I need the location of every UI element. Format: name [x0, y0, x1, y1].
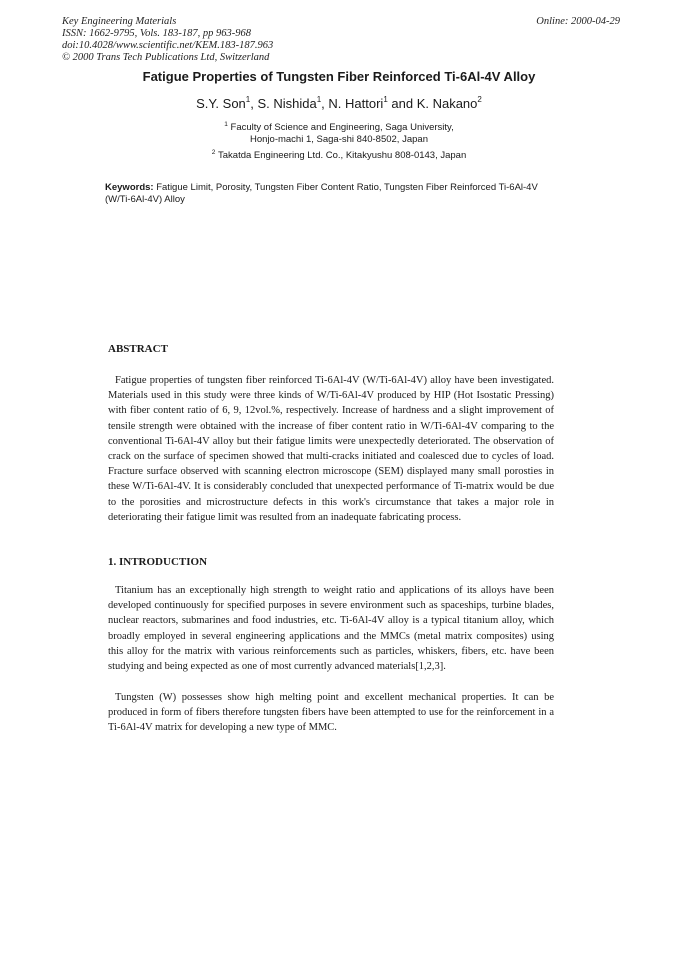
keywords-label: Keywords:	[105, 182, 154, 193]
abstract-heading: ABSTRACT	[108, 343, 168, 355]
author-affiliation-mark: 1	[316, 95, 322, 104]
paper-title: Fatigue Properties of Tungsten Fiber Reinforced Ti-6Al-4V Alloy	[142, 69, 536, 84]
author-separator: ,	[250, 96, 258, 111]
author-affiliation-mark: 1	[245, 95, 251, 104]
introduction-heading: 1. INTRODUCTION	[108, 556, 208, 568]
affiliation-2	[0, 150, 678, 162]
author-name: K. Nakano	[416, 96, 478, 111]
journal-header	[62, 16, 273, 64]
abstract-text: Fatigue properties of tungsten fiber reinforced Ti-6Al-4V (W/Ti-6Al-4V) alloy have been investigated. Materials used in this study were three kinds of W/Ti-6Al-4V produced by HIP (Hot Isostatic Pressing) with fiber content ratio of 6, 9, 12vol.%, respectively. Increase of hardness and a slight improvement of tensile strength were obtained with the increase of fiber content ratio in W/Ti-6Al-4V comparing to the conventional Ti-6Al-4V alloy but their fatigue limits were unexpectedly deteriorated. The observation of crack on the surface of specimen showed that multi-cracks initiated and coalesced due to cycles of load. Fracture surface observed with scanning electron microscope (SEM) displayed many small porosties in these W/Ti-6Al-4V. It is considerably concluded that unexpected performance of Ti-matrix would be due to the porosities and microstructure defects in this work's circumstance that takes a major role in deteriorating their fatigue limit was resulted from an inadequate fabricating process.	[108, 375, 554, 523]
author-separator: and	[387, 96, 417, 111]
journal-name: Key Engineering Materials	[62, 16, 177, 27]
copyright-line: © 2000 Trans Tech Publications Ltd, Switzerland	[62, 52, 270, 63]
keywords-text: Fatigue Limit, Porosity, Tungsten Fiber Content Ratio, Tungsten Fiber Reinforced Ti-6Al-4V (W/Ti-6Al-4V) Alloy	[105, 182, 538, 205]
affiliation-address: Honjo-machi 1, Saga-shi 840-8502, Japan	[250, 134, 428, 145]
affiliation-number: 1	[224, 121, 228, 128]
author-separator: ,	[321, 96, 329, 111]
author-list	[0, 96, 678, 111]
introduction-paragraph-2: Tungsten (W) possesses show high melting point and excellent mechanical properties. It can be produced in form of fibers therefore tungsten fibers have been attempted to use for the reinforcement in a Ti-6Al-4V matrix for developing a new type of MMC.	[108, 692, 554, 734]
affiliation-1	[0, 122, 678, 146]
online-date: Online: 2000-04-29	[536, 16, 620, 27]
doi-line: doi:10.4028/www.scientific.net/KEM.183-187.963	[62, 40, 274, 51]
introduction-paragraph-1: Titanium has an exceptionally high strength to weight ratio and applications of its alloys have been developed continuously for specified purposes in severe environment such as spaceships, turbine blades, nuclear reactors, submarines and food industries, etc. Ti-6Al-4V alloy is a typical titanium alloy, which broadly employed in several engineering applications and the MMCs (metal matrix composites) using this alloy for the matrix with various reinforcements such as particles, whiskers, fibers, etc. have been studying and being expected as one of most currently advanced materials[1,2,3].	[108, 585, 554, 673]
affiliation-text: Faculty of Science and Engineering, Saga University,	[230, 122, 454, 133]
author-name: N. Hattori	[328, 96, 384, 111]
author-affiliation-mark: 1	[383, 95, 388, 104]
author-affiliation-mark: 2	[477, 95, 482, 104]
author-name: S. Nishida	[257, 96, 317, 111]
affiliation-text: Takatda Engineering Ltd. Co., Kitakyushu 808-0143, Japan	[218, 150, 467, 161]
keywords	[105, 182, 555, 206]
issn-line: ISSN: 1662-9795, Vols. 183-187, pp 963-968	[62, 28, 251, 39]
affiliation-number: 2	[211, 149, 216, 156]
author-name: S.Y. Son	[196, 96, 246, 111]
